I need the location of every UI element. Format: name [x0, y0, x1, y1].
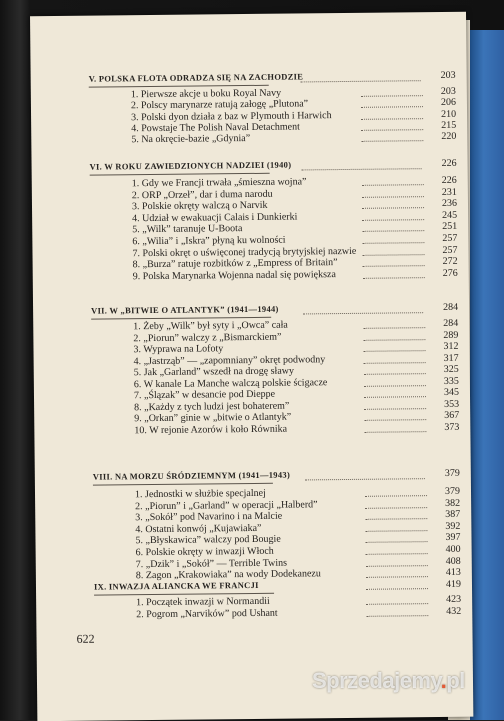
leader-dots — [362, 231, 424, 234]
leader-dots — [363, 339, 425, 342]
leader-dots — [361, 95, 423, 98]
watermark-tld: pl — [446, 668, 465, 693]
entry-page: 419 — [445, 578, 462, 590]
section-title: V. POLSKA FLOTA ODRADZA SIĘ NA ZACHODZIE — [88, 71, 304, 84]
entry-page: 251 — [442, 221, 458, 233]
entry-page: 373 — [444, 421, 460, 433]
section-page: 379 — [444, 467, 460, 479]
leader-dots — [365, 530, 427, 533]
toc-entry: 3. Polskie okręty walczą o Narvik — [131, 199, 268, 213]
toc-entry: 1. Początek inwazji w Normandii — [136, 595, 270, 609]
section-title: VII. W „BITWIE O ATLANTYK” (1941—1944) — [91, 303, 279, 316]
entry-page: 226 — [441, 174, 457, 186]
toc-entry: 4. „Jastrząb” — „zapomniany” okręt podwodny — [133, 353, 326, 367]
toc-entry: 5. „Wilk” taranuje U-Boota — [132, 223, 243, 236]
leader-dots — [366, 542, 428, 545]
entry-page: 413 — [445, 566, 461, 579]
entry-page: 220 — [441, 131, 457, 143]
leader-dots — [365, 518, 427, 521]
entry-page: 367 — [444, 409, 460, 421]
section-page: 226 — [441, 157, 457, 169]
entry-page: 397 — [445, 532, 461, 544]
toc-entry: 7. „Ślązak” w desancie pod Dieppe — [133, 388, 276, 402]
toc-entry: 2. „Piorun” walczy z „Bismarckiem” — [133, 331, 282, 344]
entry-page: 289 — [443, 329, 459, 341]
entry-page: 231 — [441, 186, 457, 198]
toc-entry: 1. Pierwsze akcje u boku Royal Navy — [130, 87, 282, 101]
leader-dots — [366, 553, 428, 556]
entry-page: 276 — [442, 267, 458, 279]
entry-page: 272 — [442, 256, 458, 268]
leader-dots — [363, 254, 425, 257]
book-page — [30, 12, 473, 721]
toc-entry: 5. Na okręcie-bazie „Gdynia” — [131, 133, 251, 146]
entry-page: 325 — [443, 363, 459, 375]
section-title: VI. W ROKU ZAWIEDZIONYCH NADZIEI (1940) — [89, 159, 292, 172]
leader-dots — [364, 362, 426, 365]
entry-page: 312 — [443, 340, 459, 352]
entry-page: 257 — [442, 232, 458, 244]
leader-dots — [363, 277, 425, 280]
toc-entry: 9. „Orkan” ginie w „bitwie o Atlantyk” — [134, 411, 292, 425]
toc-entry: 1. Jednostki w służbie specjalnej — [134, 487, 266, 501]
leader-dots — [366, 615, 428, 618]
leader-dots — [362, 242, 424, 245]
toc-entry: 2. Pogrom „Narvików” pod Ushant — [136, 607, 278, 621]
toc-entry: 1. Żeby „Wilk” był syty i „Owca” cała — [133, 319, 288, 333]
leader-dots — [366, 588, 428, 591]
section-page: 203 — [440, 69, 456, 81]
leader-dots — [366, 565, 428, 568]
section-title: VIII. NA MORZU ŚRÓDZIEMNYM (1941—1943) — [92, 469, 291, 482]
toc-entry: 3. Wyprawa na Lofoty — [133, 343, 224, 356]
leader-dots — [361, 140, 423, 143]
entry-page: 382 — [445, 497, 461, 509]
toc-entry: 8. „Każdy z tych ludzi jest bohaterem” — [134, 400, 290, 413]
toc-entry: 2. ORP „Orzeł”, dar i duma narodu — [131, 188, 273, 201]
entry-page: 423 — [446, 593, 462, 605]
toc-entry: 6. W kanale La Manche walczą polskie ścigacze — [133, 376, 328, 390]
toc-entry: 5. Jak „Garland” wszedł na drogę sławy — [133, 365, 295, 379]
leader-dots — [364, 350, 426, 353]
section-rule — [90, 173, 270, 176]
leader-dots — [365, 507, 427, 510]
leader-dots — [363, 265, 425, 268]
entry-page: 210 — [441, 108, 457, 120]
toc-entry: 1. Gdy we Francji trwała „śmieszna wojna” — [131, 176, 307, 190]
toc-entry: 6. Polskie okręty w inwazji Włoch — [135, 545, 274, 559]
entry-page: 432 — [446, 605, 462, 617]
leader-dots — [364, 419, 426, 422]
leader-dots — [366, 576, 428, 579]
leader-dots — [362, 207, 424, 210]
entry-page: 379 — [444, 485, 461, 497]
leader-dots — [364, 431, 426, 434]
entry-page: 345 — [443, 386, 460, 398]
entry-page: 392 — [445, 520, 461, 532]
section-rule — [93, 483, 273, 486]
entry-page: 335 — [443, 375, 459, 387]
watermark-dot: . — [440, 668, 447, 693]
leader-dots — [364, 385, 426, 388]
book-cover — [470, 30, 504, 720]
entry-page: 317 — [443, 352, 459, 364]
toc-entry: 7. Polski okręt o uświęconej tradycją brytyjskiej nazwie — [132, 245, 357, 259]
section-title: IX. INWAZJA ALIANCKA WE FRANCJI — [93, 579, 259, 592]
leader-dots — [366, 603, 428, 606]
leader-dots — [362, 219, 424, 222]
entry-page: 215 — [441, 119, 457, 131]
entry-page: 203 — [440, 85, 456, 97]
toc-entry: 3. „Sokół” pod Navarino i na Malcie — [135, 510, 283, 524]
toc-entry: 8. „Burza” ratuje rozbitków z „Empress of Britain” — [132, 257, 338, 271]
toc-entry: 2. Polscy marynarze ratują załogę „Plutona” — [130, 98, 309, 112]
watermark — [312, 668, 465, 694]
toc-entry: 9. Polska Marynarka Wojenna nadal się powiększa — [132, 268, 336, 283]
toc-entry: 4. Ostatni konwój „Kujawiaka” — [135, 522, 262, 536]
leader-dots — [301, 80, 421, 83]
leader-dots — [305, 478, 425, 481]
toc-entry: 8. Zagon „Krakowiaka” na wody Dodekanezu — [135, 568, 321, 582]
toc-entry: 10. W rejonie Azorów i koło Równika — [134, 423, 288, 436]
entry-page: 257 — [442, 244, 458, 256]
leader-dots — [365, 495, 427, 498]
leader-dots — [361, 118, 423, 121]
leader-dots — [361, 106, 423, 109]
toc-entry: 5. „Błyskawica” walczy pod Bougie — [135, 534, 281, 547]
leader-dots — [363, 327, 425, 330]
toc-entry: 4. Udział w ewakuacji Calais i Dunkierki — [132, 211, 298, 225]
page-number: 622 — [76, 631, 95, 646]
leader-dots — [364, 396, 426, 399]
entry-page: 245 — [442, 209, 458, 221]
entry-page: 284 — [443, 317, 459, 329]
leader-dots — [364, 373, 426, 376]
entry-page: 236 — [441, 198, 458, 210]
entry-page: 206 — [440, 97, 456, 109]
leader-dots — [362, 184, 424, 187]
entry-page: 353 — [444, 398, 460, 410]
toc-entry: 6. „Wilia” i „Iskra” płyną ku wolności — [132, 234, 286, 248]
toc-entry: 3. Polski dyon działa z baz w Plymouth i Harwich — [131, 109, 332, 123]
leader-dots — [303, 312, 423, 315]
toc-entry: 2. „Piorun” i „Garland” w operacji „Halberd” — [135, 498, 318, 512]
leader-dots — [302, 168, 422, 171]
leader-dots — [364, 408, 426, 411]
toc-entry: 4. Powstaje The Polish Naval Detachment — [131, 121, 300, 135]
section-page: 284 — [443, 301, 459, 313]
leader-dots — [361, 129, 423, 132]
watermark-brand: Sprzedajemy — [312, 668, 441, 693]
toc-entry: 7. „Dzik” i „Sokół” — Terrible Twins — [135, 557, 288, 570]
entry-page: 387 — [445, 508, 461, 521]
entry-page: 400 — [445, 543, 461, 555]
entry-page: 408 — [445, 555, 461, 567]
leader-dots — [362, 196, 424, 199]
